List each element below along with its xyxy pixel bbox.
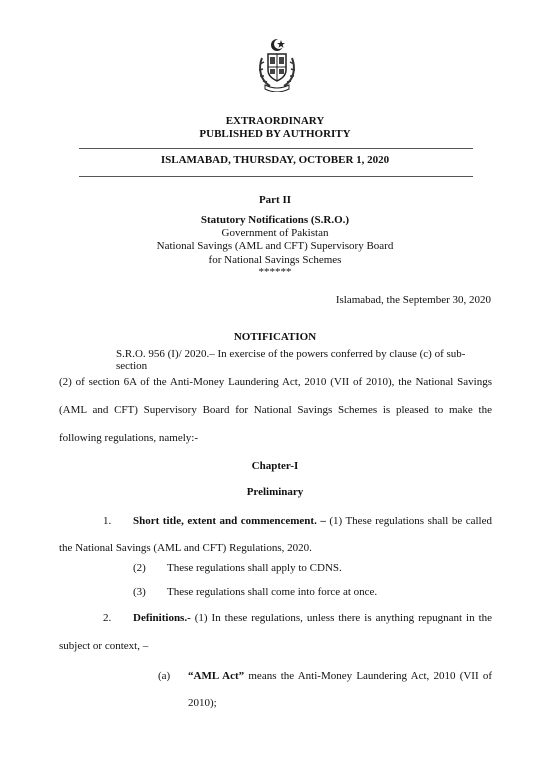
sro-number: S.R.O. 956 (I)/ 2020.– [116, 348, 215, 360]
dateline: ISLAMABAD, THURSDAY, OCTOBER 1, 2020 [160, 154, 390, 166]
place-date: Islamabad, the September 30, 2020 [335, 294, 491, 306]
schemes-line: for National Savings Schemes [208, 254, 342, 266]
section-1-heading: Short title, extent and commencement. – [133, 515, 326, 527]
section-2-line-2: subject or context, – [59, 640, 149, 652]
section-2-line-1 [133, 612, 492, 624]
chapter-title: Chapter-I [251, 460, 299, 472]
section-2-number: 2. [103, 612, 112, 624]
notification-line-3: (AML and CFT) Supervisory Board for National Savings Schemes is pleased to make the [59, 404, 492, 416]
notification-text-1: In exercise of the powers conferred by clause (c) of sub-section [116, 348, 466, 372]
section-2-text-1: (1) In these regulations, unless there is anything repugnant in the [194, 612, 493, 624]
section-1-line-2: the National Savings (AML and CFT) Regulations, 2020. [59, 542, 312, 554]
government-line: Government of Pakistan [221, 227, 329, 239]
item-a-term: “AML Act” [188, 670, 245, 682]
notification-line-1 [116, 348, 492, 372]
notification-line-4: following regulations, namely:- [59, 432, 198, 444]
section-1-sub-3-text: These regulations shall come into force at once. [167, 586, 378, 598]
notification-heading: NOTIFICATION [233, 331, 317, 343]
state-emblem-icon [256, 38, 298, 92]
separator-stars: ****** [258, 266, 292, 278]
header-rule-top [79, 148, 473, 149]
section-1-sub-3-number: (3) [133, 586, 146, 598]
item-a-number: (a) [158, 670, 171, 682]
item-a-line-2: 2010); [188, 697, 217, 709]
item-a-line-1 [188, 670, 492, 682]
header-extraordinary: EXTRAORDINARY [225, 115, 325, 127]
section-1-sub-2-text: These regulations shall apply to CDNS. [167, 562, 342, 574]
section-2-heading: Definitions.- [133, 612, 191, 624]
header-published-by-authority: PUBLISHED BY AUTHORITY [199, 128, 351, 140]
part-heading: Part II [258, 194, 292, 206]
notification-line-2: (2) of section 6A of the Anti-Money Laundering Act, 2010 (VII of 2010), the National Savings [59, 376, 492, 388]
chapter-subtitle: Preliminary [246, 486, 304, 498]
section-1-number: 1. [103, 515, 112, 527]
item-a-text: means the Anti-Money Laundering Act, 2010 (VII of [248, 670, 492, 682]
board-line: National Savings (AML and CFT) Supervisory Board [156, 240, 394, 252]
sro-title: Statutory Notifications (S.R.O.) [200, 214, 350, 226]
header-rule-bottom [79, 176, 473, 177]
section-1-sub-2-number: (2) [133, 562, 146, 574]
section-1-line-1 [133, 515, 492, 527]
section-1-text-1: (1) These regulations shall be called [329, 515, 492, 527]
